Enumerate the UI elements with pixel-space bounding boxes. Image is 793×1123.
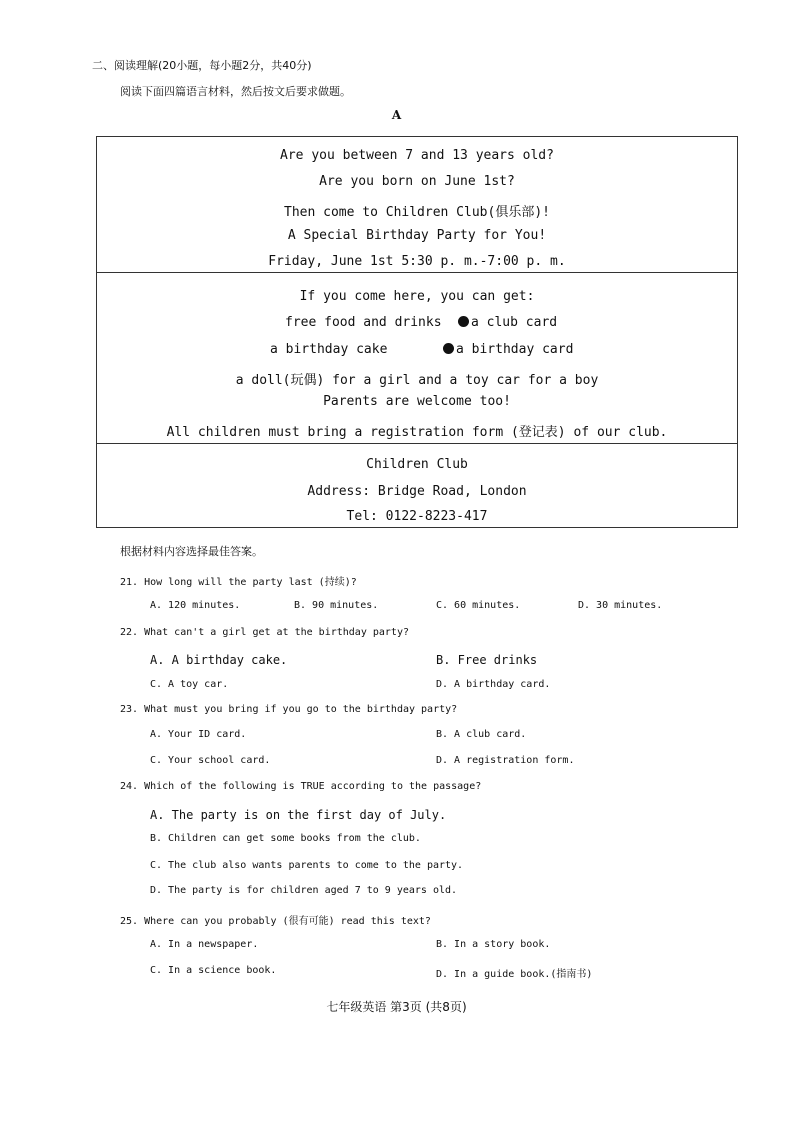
instruction-text: 阅读下面四篇语言材料，然后按文后要求做题。 — [120, 85, 351, 98]
notice-box-contact — [96, 443, 738, 528]
question-stem: 21. How long will the party last (持续)? — [120, 577, 357, 588]
answer-option: A. The party is on the first day of July. — [150, 808, 447, 822]
offers-line: All children must bring a registration form (登记表) of our club. — [166, 425, 668, 440]
bullet-icon — [443, 343, 454, 354]
answer-option: C. In a science book. — [150, 965, 277, 976]
answer-option: B. 90 minutes. — [294, 600, 379, 611]
answer-option: B. In a story book. — [436, 939, 551, 950]
answer-option: C. A toy car. — [150, 679, 229, 690]
answer-option: D. A birthday card. — [436, 679, 551, 690]
notice-box-header — [96, 136, 738, 273]
answer-option: D. The party is for children aged 7 to 9 years old. — [150, 885, 458, 896]
answer-option: A. A birthday cake. — [150, 653, 288, 667]
answer-option: D. A registration form. — [436, 755, 575, 766]
club-tel: Tel: 0122-8223-417 — [346, 509, 488, 524]
answer-option: B. Children can get some books from the club. — [150, 833, 421, 844]
question-stem: 23. What must you bring if you go to the birthday party? — [120, 704, 458, 715]
question-stem: 24. Which of the following is TRUE according to the passage? — [120, 781, 482, 792]
task-instruction: 根据材料内容选择最佳答案。 — [120, 545, 263, 558]
passage-label: A — [391, 108, 402, 122]
bullet-icon — [458, 316, 469, 327]
notice-line: Are you between 7 and 13 years old? — [280, 148, 554, 163]
page-footer: 七年级英语 第3页 (共8页) — [326, 1000, 467, 1014]
answer-option: A. 120 minutes. — [150, 600, 241, 611]
notice-box-offers — [96, 272, 738, 444]
offer-item: a club card — [458, 315, 557, 330]
club-address: Address: Bridge Road, London — [307, 484, 527, 499]
answer-option: D. 30 minutes. — [578, 600, 663, 611]
answer-option: D. In a guide book.(指南书) — [436, 969, 593, 980]
offer-item: free food and drinks — [285, 315, 442, 330]
section-title: 二、阅读理解(20小题，每小题2分，共40分) — [92, 59, 312, 72]
question-stem: 22. What can't a girl get at the birthday party? — [120, 627, 409, 638]
answer-option: B. A club card. — [436, 729, 527, 740]
notice-line: Then come to Children Club(俱乐部)! — [284, 205, 550, 220]
notice-line: A Special Birthday Party for You! — [287, 228, 547, 243]
offer-item: a birthday cake — [270, 342, 388, 357]
offer-item: a birthday card — [443, 342, 573, 357]
question-stem: 25. Where can you probably (很有可能) read this text? — [120, 916, 431, 927]
offers-line: Parents are welcome too! — [323, 394, 511, 409]
answer-option: B. Free drinks — [436, 653, 538, 667]
answer-option: A. In a newspaper. — [150, 939, 259, 950]
notice-line: Friday, June 1st 5:30 p. m.-7:00 p. m. — [268, 254, 566, 269]
answer-option: C. The club also wants parents to come to the party. — [150, 860, 464, 871]
offers-intro: If you come here, you can get: — [299, 289, 535, 304]
club-name: Children Club — [366, 457, 468, 472]
notice-line: Are you born on June 1st? — [319, 174, 515, 189]
answer-option: A. Your ID card. — [150, 729, 247, 740]
answer-option: C. Your school card. — [150, 755, 271, 766]
offers-line: a doll(玩偶) for a girl and a toy car for a boy — [235, 373, 599, 388]
answer-option: C. 60 minutes. — [436, 600, 521, 611]
